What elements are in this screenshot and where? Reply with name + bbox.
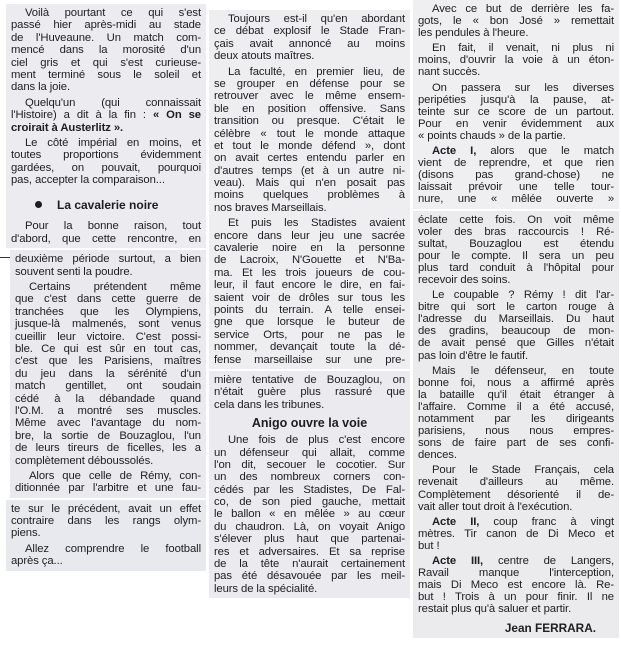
bold-text: croirait à Austerlitz ».: [11, 121, 124, 134]
text-line: but !: [418, 539, 440, 552]
text-line: match gentillet, ont soudain: [15, 380, 201, 393]
text-line: contraire dans les rangs olym-: [11, 515, 201, 528]
text-line: Quelqu'un (qui connaissait: [25, 96, 201, 109]
text-line: souvent senti la poudre.: [15, 265, 133, 278]
text-line: mière tentative de Bouzaglou, on: [214, 373, 405, 386]
text-line: cueillir leur victoire. C'est possi-: [15, 330, 201, 343]
text-line: nos braves Marseillais.: [214, 201, 327, 214]
column-2: [209, 10, 410, 598]
text-line: recevoir des soins.: [418, 273, 511, 286]
text-line: te sur le précédent, avait un effet: [11, 502, 201, 515]
text-segment: centre de Langers,: [483, 555, 615, 568]
paragraph: [214, 13, 405, 63]
text-segment: alors que le match: [476, 145, 615, 158]
text-line: l'O.M. a montré ses muscles.: [15, 404, 201, 417]
paragraph: [214, 374, 405, 411]
text-line: ciel gris et qui s'est curieuse-: [11, 56, 201, 69]
text-line: moins, d'ouvrir la voie à un éton-: [418, 54, 614, 67]
text-line: [418, 145, 614, 157]
text-line: notamment par les dirigeants: [418, 413, 614, 425]
text-line: piens.: [11, 527, 41, 540]
bold-text: Acte I,: [432, 145, 477, 158]
text-line: s'élever plus haut que partenai-: [214, 533, 405, 546]
text-line: Toujours est-il qu'en abordant: [228, 13, 405, 25]
text-line: bonne foi, nous a affirmé après: [418, 376, 614, 389]
text-line: la bataille qu'il était étranger à: [418, 388, 614, 401]
text-line: des gradins, beaucoup de mon-: [418, 325, 614, 338]
text-line: Une fois de plus c'est encore: [228, 434, 405, 447]
text-line: Voilà pourtant ce qui s'est: [25, 7, 201, 19]
text-line: célèbre « tout le monde attaque: [214, 127, 405, 140]
author-signature: Jean FERRARA.: [504, 620, 596, 635]
text-line: gots, le « bon José » remettait: [418, 15, 614, 28]
paragraph: [418, 145, 614, 205]
text-line: vait aller tout droit à l'exécution.: [418, 500, 573, 513]
text-line: Mais le défenseur, en toute: [432, 364, 614, 377]
text-line: cédés par les Stadistes, De Fal-: [214, 483, 405, 496]
article-clipping: [10, 250, 206, 497]
article-clipping: [209, 10, 410, 369]
text-line: vient de reprendre, et que rien: [418, 157, 614, 170]
text-line: pas loin d'être le fautif.: [418, 349, 529, 362]
text-line: co, de son pied gauche, mettait: [214, 496, 405, 509]
text-line: du jeu dans la sérénité d'un: [15, 367, 201, 380]
text-line: parisiens, nous nous empres-: [418, 425, 614, 438]
text-line: sultat, Bouzaglou est étendu: [418, 237, 614, 250]
column-1: [6, 4, 206, 571]
text-line: En fait, il venait, ni plus ni: [432, 42, 614, 55]
text-line: du chaudron. Là, on voyait Anigo: [214, 520, 405, 533]
text-line: l'on dit, secouer le cocotier. Sur: [214, 458, 405, 471]
text-line: but ! Trois à un pour finir. Il ne: [418, 591, 614, 604]
text-segment: coup franc à vingt: [479, 515, 614, 528]
text-line: l'adresse du Marseillais. Du haut: [418, 313, 614, 326]
text-line: Même avec l'avantage du nom-: [15, 417, 201, 430]
bold-text: Acte II,: [432, 515, 480, 528]
text-line: sons de faire part de ses confi-: [418, 437, 614, 450]
article-clipping: [209, 371, 410, 598]
text-line: bitre qui sort le carton rouge à: [418, 301, 614, 314]
text-line: pas été désavouée par les meil-: [214, 570, 405, 583]
section-heading: La cavalerie noire: [11, 198, 201, 212]
text-line: transition ou presque. C'était le: [214, 115, 405, 128]
text-line: que c'est dans cette guerre de: [15, 293, 201, 306]
text-line: leurs de la spécialité.: [214, 582, 318, 595]
text-line: revenait d'ailleurs au même.: [418, 476, 614, 489]
text-line: éclate cette fois. On voit même: [418, 213, 614, 226]
text-line: [418, 516, 614, 528]
text-line: Et puis les Stadistes avaient: [228, 217, 405, 230]
text-line: dans la joie.: [11, 81, 70, 94]
text-line: On passera sur les diverses: [432, 81, 614, 94]
text-line: gardées, on pouvait, pourquoi: [11, 161, 201, 174]
paragraph: [418, 516, 614, 552]
paragraph: [214, 217, 405, 366]
text-line: deux atouts maîtres.: [214, 50, 315, 63]
text-line: points du terrain. A telle ensei-: [214, 303, 405, 316]
text-line: fense marseillaise sur une pre-: [214, 353, 405, 366]
text-line: n'était guère plus rassuré que: [214, 386, 405, 399]
text-line: après ça...: [11, 555, 63, 568]
text-line: de avait pensé que Gilles n'était: [418, 337, 614, 350]
text-line: res et adversaires. Et sa reprise: [214, 545, 405, 558]
paragraph: [214, 434, 405, 595]
text-line: « points chauds » de la partie.: [418, 129, 566, 142]
text-line: d'autres temps (et à un autre ni-: [214, 164, 405, 177]
text-line: [11, 122, 201, 134]
text-line: se grouper en défense pour se: [214, 77, 405, 90]
text-line: et tout le monde défend », dont: [214, 139, 405, 152]
text-line: encore dans leur jeu une sacrée: [214, 229, 405, 242]
text-line: de la tête n'aurait certainement: [214, 558, 405, 571]
text-line: teinte sur ce score de un partout.: [418, 105, 614, 118]
paragraph: [11, 543, 201, 568]
paragraph: [15, 281, 201, 467]
paragraph: [15, 470, 201, 495]
text-line: de leurs tireurs de ficelles, les a: [15, 442, 201, 455]
text-line: Avec ce but de derrière les fa-: [432, 3, 614, 15]
text-line: ce débat explosif le Stade Fran-: [214, 25, 405, 38]
paragraph: [11, 503, 201, 540]
text-line: mètres. Tir canon de Di Meco et: [418, 527, 614, 540]
text-line: service Orts, pour ne pas le: [214, 328, 405, 341]
section-heading: Anigo ouvre la voie: [251, 416, 368, 431]
text-line: d'abord, que cette rencontre, en: [11, 232, 201, 245]
text-line: mais Di Meco est encore là. Re-: [418, 579, 614, 592]
bold-text: Acte III,: [432, 555, 484, 568]
text-line: toutes proportions évidemment: [11, 149, 201, 162]
text-line: saient voir de drôles sur tous les: [214, 291, 405, 304]
article-clipping: [6, 4, 206, 248]
article-clipping: [413, 0, 619, 209]
text-line: çais avait annoncé au moins: [214, 37, 405, 50]
text-line: nant succès.: [418, 66, 481, 79]
column-3: [413, 0, 619, 638]
text-line: Certains prétendent même: [29, 281, 201, 294]
paragraph: [15, 253, 201, 278]
text-line: Complètement désorienté il de-: [418, 488, 614, 501]
text-line: ment terminé sous le soleil et: [11, 68, 201, 81]
paragraph: [11, 97, 201, 134]
text-line: ble en position offensive. Sans: [214, 102, 405, 115]
text-line: Pour la bonne raison, tout: [25, 220, 201, 233]
text-line: un défenseur qui allait, comme: [214, 446, 405, 459]
text-line: de Lacroix, N'Gouette et N'Ba-: [214, 254, 405, 267]
text-line: Le côté impérial en moins, et: [25, 136, 201, 149]
text-line: Allez comprendre le football: [25, 542, 201, 555]
text-line: les pendules à l'heure.: [418, 27, 529, 40]
text-line: retrouver avec le même ensem-: [214, 90, 405, 103]
text-line: cavalerie noire en la personne: [214, 242, 405, 255]
text-line: Pour en venir évidemment aux: [418, 117, 614, 130]
paragraph: [418, 214, 614, 287]
text-line: dences.: [418, 449, 457, 462]
paragraph: [418, 289, 614, 362]
text-line: pas, accepter la comparaison...: [11, 174, 165, 187]
text-line: Alors que celle de Rémy, con-: [29, 469, 201, 482]
text-line: un des nombreux corners con-: [214, 471, 405, 484]
article-clipping: [6, 500, 206, 571]
text-line: de l'Huveaune. Un match com-: [11, 31, 201, 44]
text-line: bre, la sortie de Bouzaglou, l'un: [15, 429, 201, 442]
paragraph: [11, 220, 201, 245]
text-line: nure, une « mêlée ouverte »: [418, 193, 614, 206]
text-line: [418, 555, 614, 567]
text-line: restait plus qu'à saluer et partir.: [418, 603, 572, 616]
text-line: le ballon « en mêlée » au cœur: [214, 508, 405, 521]
text-line: cédé à la débandade quand: [15, 392, 201, 405]
text-line: peripéties jusqu'à la pause, at-: [418, 93, 614, 106]
text-line: l'affaire. Comme il a été accusé,: [418, 400, 614, 413]
text-line: complètement déboussolés.: [15, 454, 154, 467]
text-line: Ravail manque l'interception,: [418, 567, 614, 580]
text-line: moins quelques problèmes à: [214, 189, 405, 202]
paragraph: [418, 555, 614, 615]
text-line: [11, 109, 201, 121]
text-line: voler des bras raccourcis ! Ré-: [418, 225, 614, 238]
paragraph: [418, 82, 614, 142]
text-line: ditionnée par l'arbitre et une fau-: [15, 482, 201, 495]
text-segment: l'Histoire) a dit à la fin :: [11, 109, 153, 122]
text-line: La faculté, en premier lieu, de: [228, 65, 405, 78]
text-line: veau). Mais qui n'en posait pas: [214, 177, 405, 190]
text-line: Pour le Stade Français, cela: [432, 464, 614, 477]
article-clipping: [413, 211, 619, 638]
paragraph: [11, 137, 201, 187]
paragraph: [11, 7, 201, 94]
text-line: passé hier après-midi au stade: [11, 19, 201, 32]
paragraph: [418, 365, 614, 462]
paragraph: [214, 66, 405, 215]
text-line: nommer, devançait toute la dé-: [214, 341, 405, 354]
text-line: deuxième période surtout, a bien: [15, 253, 201, 266]
text-line: pour le compte. Il sera un peu: [418, 249, 614, 262]
text-line: ma. Et les trois joueurs de cou-: [214, 266, 405, 279]
paragraph: [418, 464, 614, 512]
text-line: (disons pas grand-chose) ne: [418, 169, 614, 182]
text-line: jusque-là malmenés, sont venus: [15, 318, 201, 331]
text-line: c'est que les Parisiens, maîtres: [15, 355, 201, 368]
text-line: Le coupable ? Rémy ! dit l'ar-: [432, 289, 614, 302]
bold-text: « On se: [152, 109, 201, 122]
paragraph: [418, 42, 614, 78]
text-line: tranchées que les Olympiens,: [15, 305, 201, 318]
text-line: mencé dans la morosité d'un: [11, 44, 201, 57]
text-line: cela dans les tribunes.: [214, 398, 325, 411]
text-line: gne que lorsque le buteur de: [214, 316, 405, 329]
text-line: on avait certes entendu parler en: [214, 152, 405, 165]
text-line: plus tard conduit à l'hôpital pour: [418, 261, 614, 274]
text-line: laissait prévoir une telle tour-: [418, 181, 614, 194]
paragraph: [418, 3, 614, 39]
text-line: leur, il faut encore le dire, en fai-: [214, 279, 405, 292]
text-line: ble. Ce qui est sûr en tout cas,: [15, 342, 201, 355]
